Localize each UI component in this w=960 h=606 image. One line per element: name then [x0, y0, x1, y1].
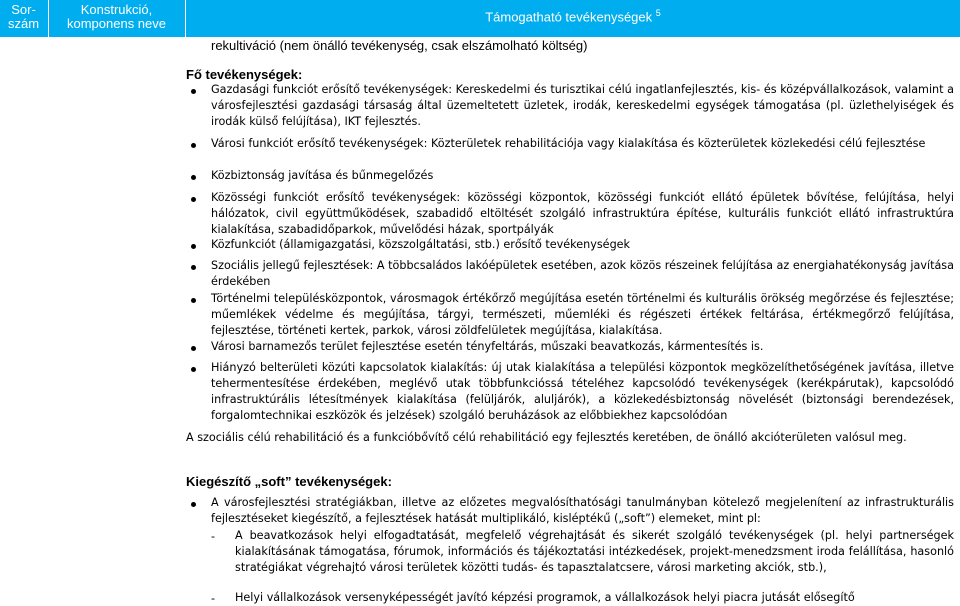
bullet-icon — [191, 197, 196, 202]
list-item: Városi barnamezős terület fejlesztése esetén tényfeltárás, műszaki beavatkozás, kármentesítés is. — [211, 340, 764, 353]
footnote-ref: 5 — [655, 8, 661, 18]
table-header — [0, 0, 960, 37]
dash-marker: - — [211, 592, 216, 605]
bullet-icon — [191, 298, 196, 303]
list-item: Szociális jellegű fejlesztések: A többcsaládos lakóépületek esetében, azok közös részeinek felújítása az energiahatékonyság javítása érdekében — [211, 259, 954, 288]
sub-list-item: Helyi vállalkozások versenyképességét javító képzési programok, a vállalkozások helyi piacra jutását elősegítő — [235, 591, 855, 604]
list-item: Történelmi településközpontok, városmagok értékőrző megújítása esetén történelmi és kulturális örökség megőrzése és fejlesztése; műemlékek védelme és megújítása, tárgyi, természeti, műemléki és régészeti értékek feltárása, értékmegőrző felújítása, fejlesztése, történeti kertek, parkok, városi zöldfelületek megújítása, kialakítása. — [211, 292, 954, 337]
bullet-icon — [191, 143, 196, 148]
bullet-icon — [191, 367, 196, 372]
bullet-icon — [191, 244, 196, 249]
dash-marker: - — [211, 530, 216, 543]
bullet-icon — [191, 175, 196, 180]
soft-activities-title: Kiegészítő „soft” tevékenységek: — [186, 474, 392, 489]
list-item: Városi funkciót erősítő tevékenységek: Közterületek rehabilitációja vagy kialakítása és közterületek közlekedési célú fejlesztése — [211, 137, 926, 150]
closing-paragraph: A szociális célú rehabilitáció és a funkcióbővítő célú rehabilitáció egy fejlesztés keretében, de önálló akcióterületen valósul meg. — [186, 431, 907, 444]
intro-line: rekultiváció (nem önálló tevékenység, csak elszámolható költség) — [211, 38, 588, 53]
header-col-number: Sor- szám — [7, 2, 40, 31]
bullet-icon — [191, 89, 196, 94]
bullet-icon — [191, 265, 196, 270]
main-activities-title: Fő tevékenységek: — [186, 67, 303, 82]
header-col-activities: Támogatható tevékenységek $^5$ — [485, 8, 661, 25]
list-item: Gazdasági funkciót erősítő tevékenységek: Kereskedelmi és turisztikai célú ingatlanfejlesztés, kis- és középvállalkozások, valamint a városfejlesztési gazdasági társaság által üzemeltetett üzletek, irodák, kereskedelmi egységek támogatása (pl. üzlethelyiségek és irodák külső felújítása), IKT fejlesztés. — [211, 83, 954, 128]
bullet-icon — [191, 502, 196, 507]
header-col-construction: Konstrukció, komponens neve — [66, 2, 166, 31]
sub-list-item: A beavatkozások helyi elfogadtatását, megfelelő végrehajtását és sikerét szolgáló tevékenységek (pl. helyi partnerségek kialakításának támogatása, fórumok, információs és tájékoztatási intézkedések, projekt-menedzsment iroda felállítása, hasonló stratégiákat végrehajtó városi területek közötti tudás- és tapasztalatcsere, városi marketing akciók, stb.), — [235, 529, 954, 574]
list-item: Közfunkciót (államigazgatási, közszolgáltatási, stb.) erősítő tevékenységek — [211, 238, 631, 251]
list-item: Közbiztonság javítása és bűnmegelőzés — [211, 169, 434, 182]
bullet-icon — [191, 346, 196, 351]
list-item: Közösségi funkciót erősítő tevékenységek: közösségi központok, közösségi funkciót ellátó épületek bővítése, felújítása, helyi hálózatok, civil együttműködések, szabadidő eltöltését szolgáló infrastruktúra építése, kulturális funkciót ellátó infrastruktúra kialakítása, szabadidőparkok, művelődési házak, sportpályák — [211, 191, 954, 236]
list-item: A városfejlesztési stratégiákban, illetve az előzetes megvalósíthatósági tanulmányban kötelező megjelenítení az infrastrukturális fejlesztéseket kiegészítő, a fejlesztések hatását multiplikáló, kisléptékű („soft”) elemeket, mint pl: — [211, 496, 954, 525]
list-item: Hiányzó belterületi közúti kapcsolatok kialakítás: új utak kialakítása a települési központok megközelíthetőségének javítása, illetve tehermentesítése érdekében, meglévő utak többfunkcióssá tételéhez kapcsolódó tevékenységek (kerékpárutak), kapcsolódó infrastruktúrális létesítmények kialakítása (felüljárók, aluljárók), a közlekedésbiztonság növelését (biztonsági berendezések, forgalomtechnikai eszközök és jelzések) szolgáló beruházások az előbbiekhez kapcsolódóan — [211, 361, 954, 422]
